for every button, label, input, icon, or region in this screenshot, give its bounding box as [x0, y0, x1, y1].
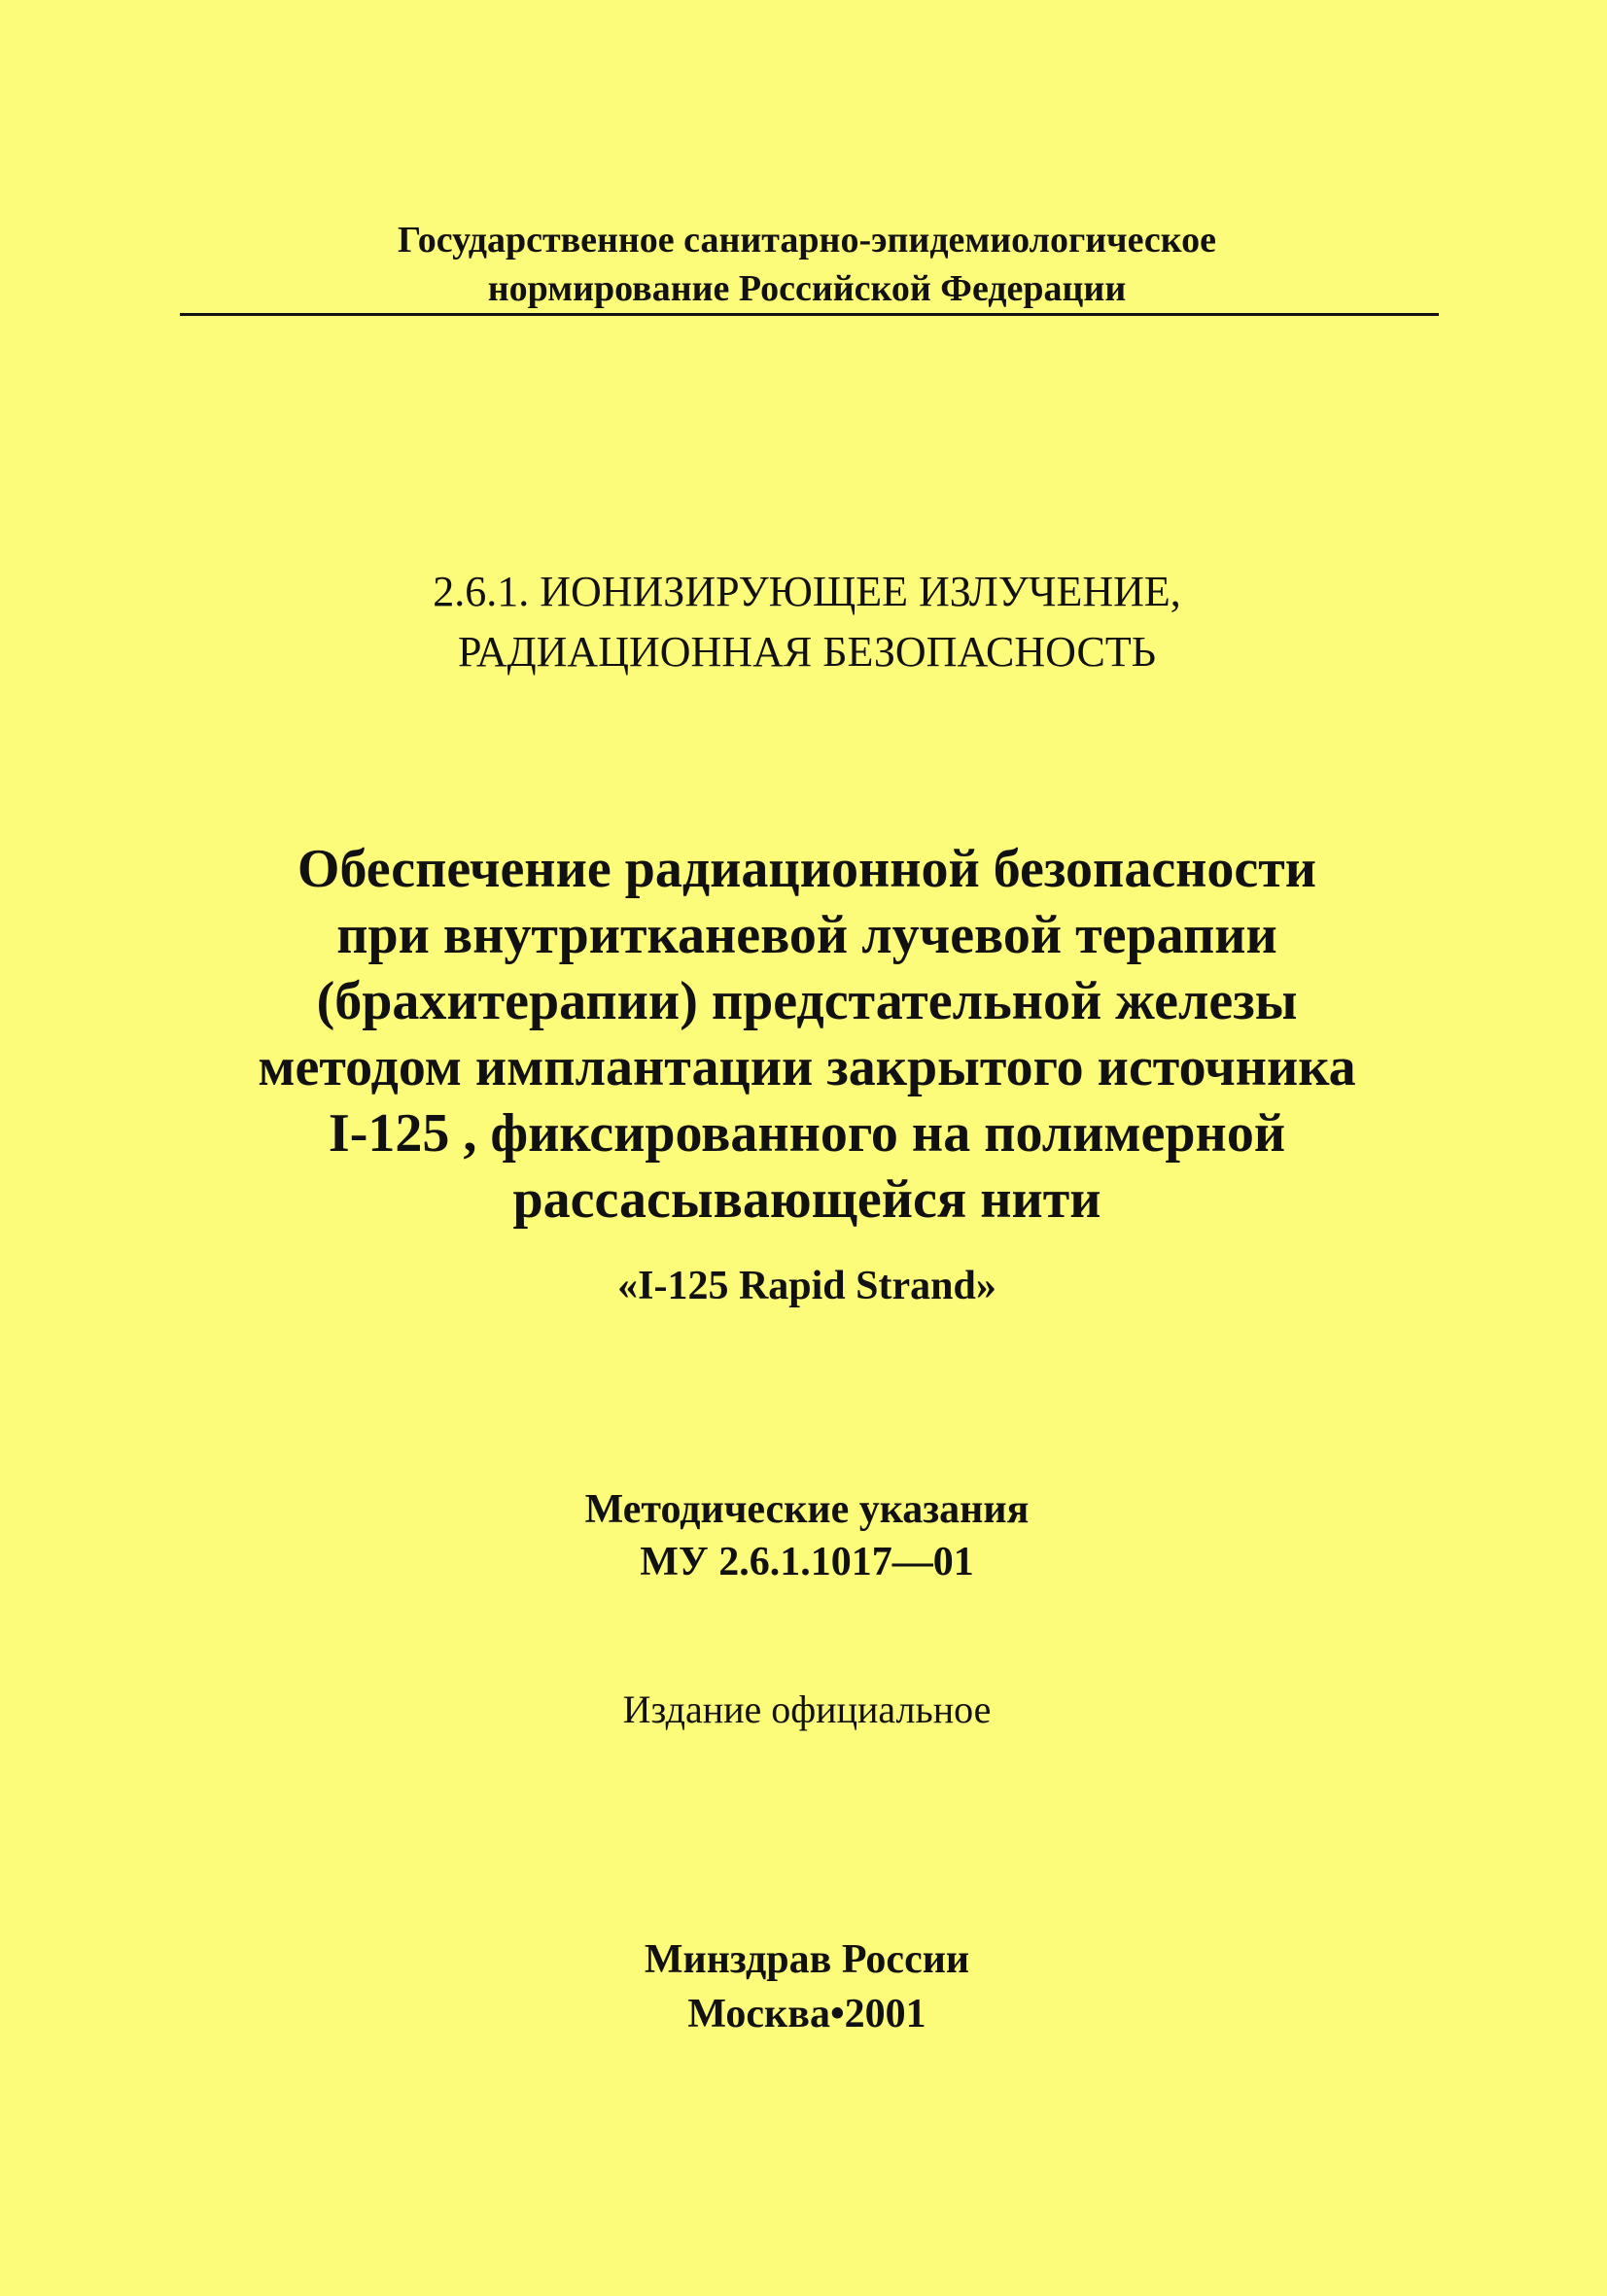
- category-heading: [175, 562, 1439, 682]
- subtitle-text: «I-125 Rapid Strand»: [617, 1264, 996, 1308]
- edition-text: Издание официальное: [622, 1687, 992, 1731]
- document-number: МУ 2.6.1.1017—01: [640, 1540, 974, 1584]
- category-line-1: 2.6.1. ИОНИЗИРУЮЩЕЕ ИЗЛУЧЕНИЕ,: [433, 568, 1181, 615]
- category-line-2: РАДИАЦИОННАЯ БЕЗОПАСНОСТЬ: [458, 628, 1156, 676]
- document-subtitle: [175, 1260, 1439, 1312]
- title-line: рассасывающейся нити: [512, 1169, 1101, 1230]
- publisher-info: [175, 1932, 1439, 2041]
- document-title: [165, 836, 1449, 1233]
- header-authority: [175, 216, 1439, 313]
- publisher-name: Минздрав России: [644, 1937, 970, 1982]
- document-type-label: Методические указания: [584, 1487, 1030, 1532]
- header-divider: [180, 313, 1439, 316]
- header-line-2: нормирование Российской Федерации: [487, 268, 1127, 309]
- document-type: [175, 1483, 1439, 1588]
- header-line-1: Государственное санитарно-эпидемиологическое: [397, 220, 1217, 261]
- title-line: Обеспечение радиационной безопасности: [297, 839, 1317, 899]
- edition-note: [175, 1684, 1439, 1736]
- title-line: методом имплантации закрытого источника: [258, 1037, 1356, 1097]
- title-line: (брахитерапии) предстательной железы: [316, 971, 1298, 1031]
- title-line: I-125 , фиксированного на полимерной: [328, 1103, 1286, 1164]
- title-line: при внутритканевой лучевой терапии: [336, 905, 1277, 965]
- publisher-place-year: Москва•2001: [687, 1992, 926, 2036]
